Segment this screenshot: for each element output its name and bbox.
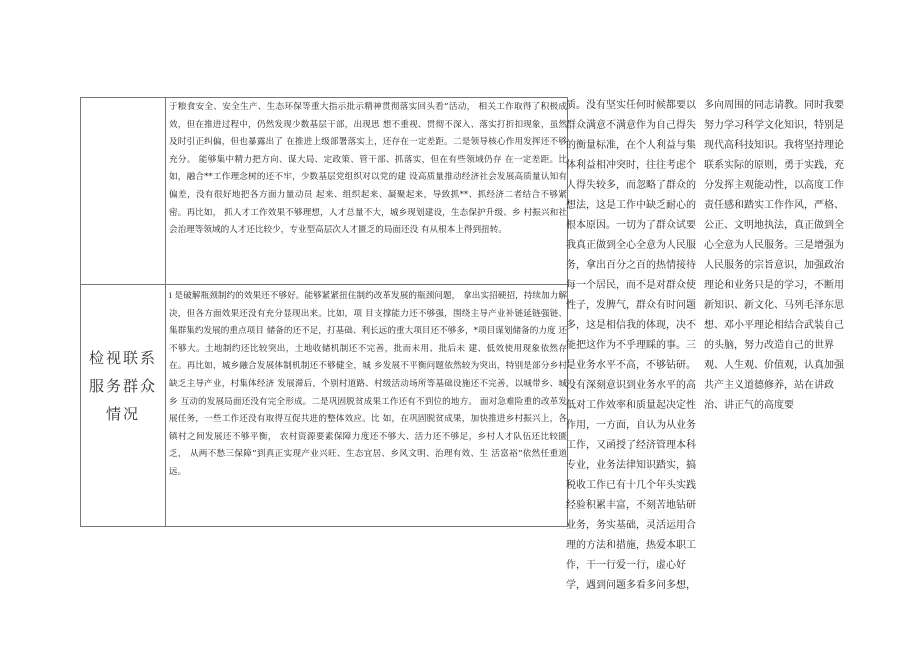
table-cell-bottom	[169, 288, 567, 524]
column-divider	[165, 98, 166, 526]
overflow-column-left	[566, 96, 700, 591]
row-divider	[81, 284, 567, 285]
review-table	[80, 97, 568, 527]
cell-bottom-text: i 是破解瓶颈制约的效果还不够好。能够紧紧扭住制约改革发展的瓶颈问题， 拿出实招硬招，持续加力解决，但各方面效果还没有充分显现出来。比如，项 目支撑能力还不够强，围绕主导产业补链延链强链、集群集约发展的重点项目 储备的还不足，打基础、利长远的重大项目还不够多，*项目谋划储备的力度 还不够大。土地制约还比较突出，土地收储机制还不完善，批而未用、批后未 建、低效使用现象依然存在。再比如，城乡融合发展体制机制还不够健全，城 乡发展不平衡问题依然较为突出，特别是部分乡村缺乏主导产业，村集体经济 发展滞后，个别村道路、村级活动场所等基础设施还不完善，以城带乡、城乡 互动的发展局面还没有完全形成。二是巩固脱贫成果工作还有不到位的地方。 面对急难险重的改革发展任务，一些工作还没有取得互促共进的整体效应。比 如，在巩固脱贫成果，加快推进乡村振兴上，各镇村之间发展还不够平衡， 农村资源要素保障力度还不够大、活力还不够足，乡村人才队伍还比较匮乏， 从两不愁三保障”到真正实现产业兴旺、生态宜居、乡风文明、治理有效、生 活富裕”依然任重道远。	[169, 291, 567, 477]
overflow-right-text: 多向周围的同志请教。同时我要努力学习科学文化知识，特别是现代高科技知识。我将坚持理论联系实际的原则，勇于实践，充分发挥主观能动性，以高度工作责任感和踏实工作作风，严格、公正、文明地执法，真正做到全心全意为人民服务。三是增强为人民服务的宗旨意识，加强政治理论和业务只是的学习，不断用新知识、新文化、马列毛泽东思想、邓小平理论相结合武装自己的头脑，努力改造自己的世界观、人生观、价值观，认真加强共产主义道德修养，站在讲政治、讲正气的高度要	[704, 100, 844, 411]
table-cell-top	[169, 99, 567, 283]
overflow-column-right	[704, 96, 844, 411]
cell-top-text: 于粮食安全、安全生产、生态环保等重大指示批示精神贯彻落实回头看”活动， 相关工作取得了积极成效，但在推进过程中，仍然发现少数基层干部，出现思 想不重视、贯彻不深入、落实打折扣现象，虽然及时引正纠偏，但也暴露出了 在推进上级部署落实上，还存在一定差距。二是领导核心作用发挥还不够充分。 能够集中精力把方向、谋大局、定政策、管干部、抓落实，但在有些领域仍存 在一定差距。比如，融合**工作理念树的还不牢，少数基层党组织对以党的建 设高质量推动经济社会发展高质量认知有偏差，没有很好地把各方面力量动员 起来、组织起来、凝聚起来，导致抓**、抓经济二者结合不够紧密。再比如， 抓人才工作效果不够理想，人才总量不大，城乡现划建设，生态保护升级、乡 村振兴和社会治理等领域的人才还比较少，专业型高层次人才匮乏的局面还没 有从根本上得到扭转。	[169, 102, 567, 236]
row-label: 检视联系服务群众情况	[88, 349, 157, 423]
overflow-left-text: 质。没有坚实任何时候都要以群众满意不满意作为自己得失的衡量标准，在个人利益与集体利益相冲突时，往往考虑个人得失较多，而忽略了群众的想法，这是工作中缺乏耐心的根本原因。一切为了群众试要我真正做到全心全意为人民服务，拿出百分之百的热情接待每一个居民，而不是对群众使性子，发脾气，群众有时问题多，这是相信我的体现，决不能把这作为不乎理睬的事。三是业务水平不高，不够钻研。没有深刻意识到业务水平的高低对工作效率和质量起决定性作用，一方面，自认为从业务工作，又函授了经济管理本科专业，业务法律知识踏实，搞税收工作已有十几个年头实践经验积累丰富，不刻苦地钻研业务，务实基础，灵活运用合理的方法和措施，热爱本职工作，干一行爱一行，虚心好学，遇到问题多看多问多想，	[566, 100, 696, 591]
